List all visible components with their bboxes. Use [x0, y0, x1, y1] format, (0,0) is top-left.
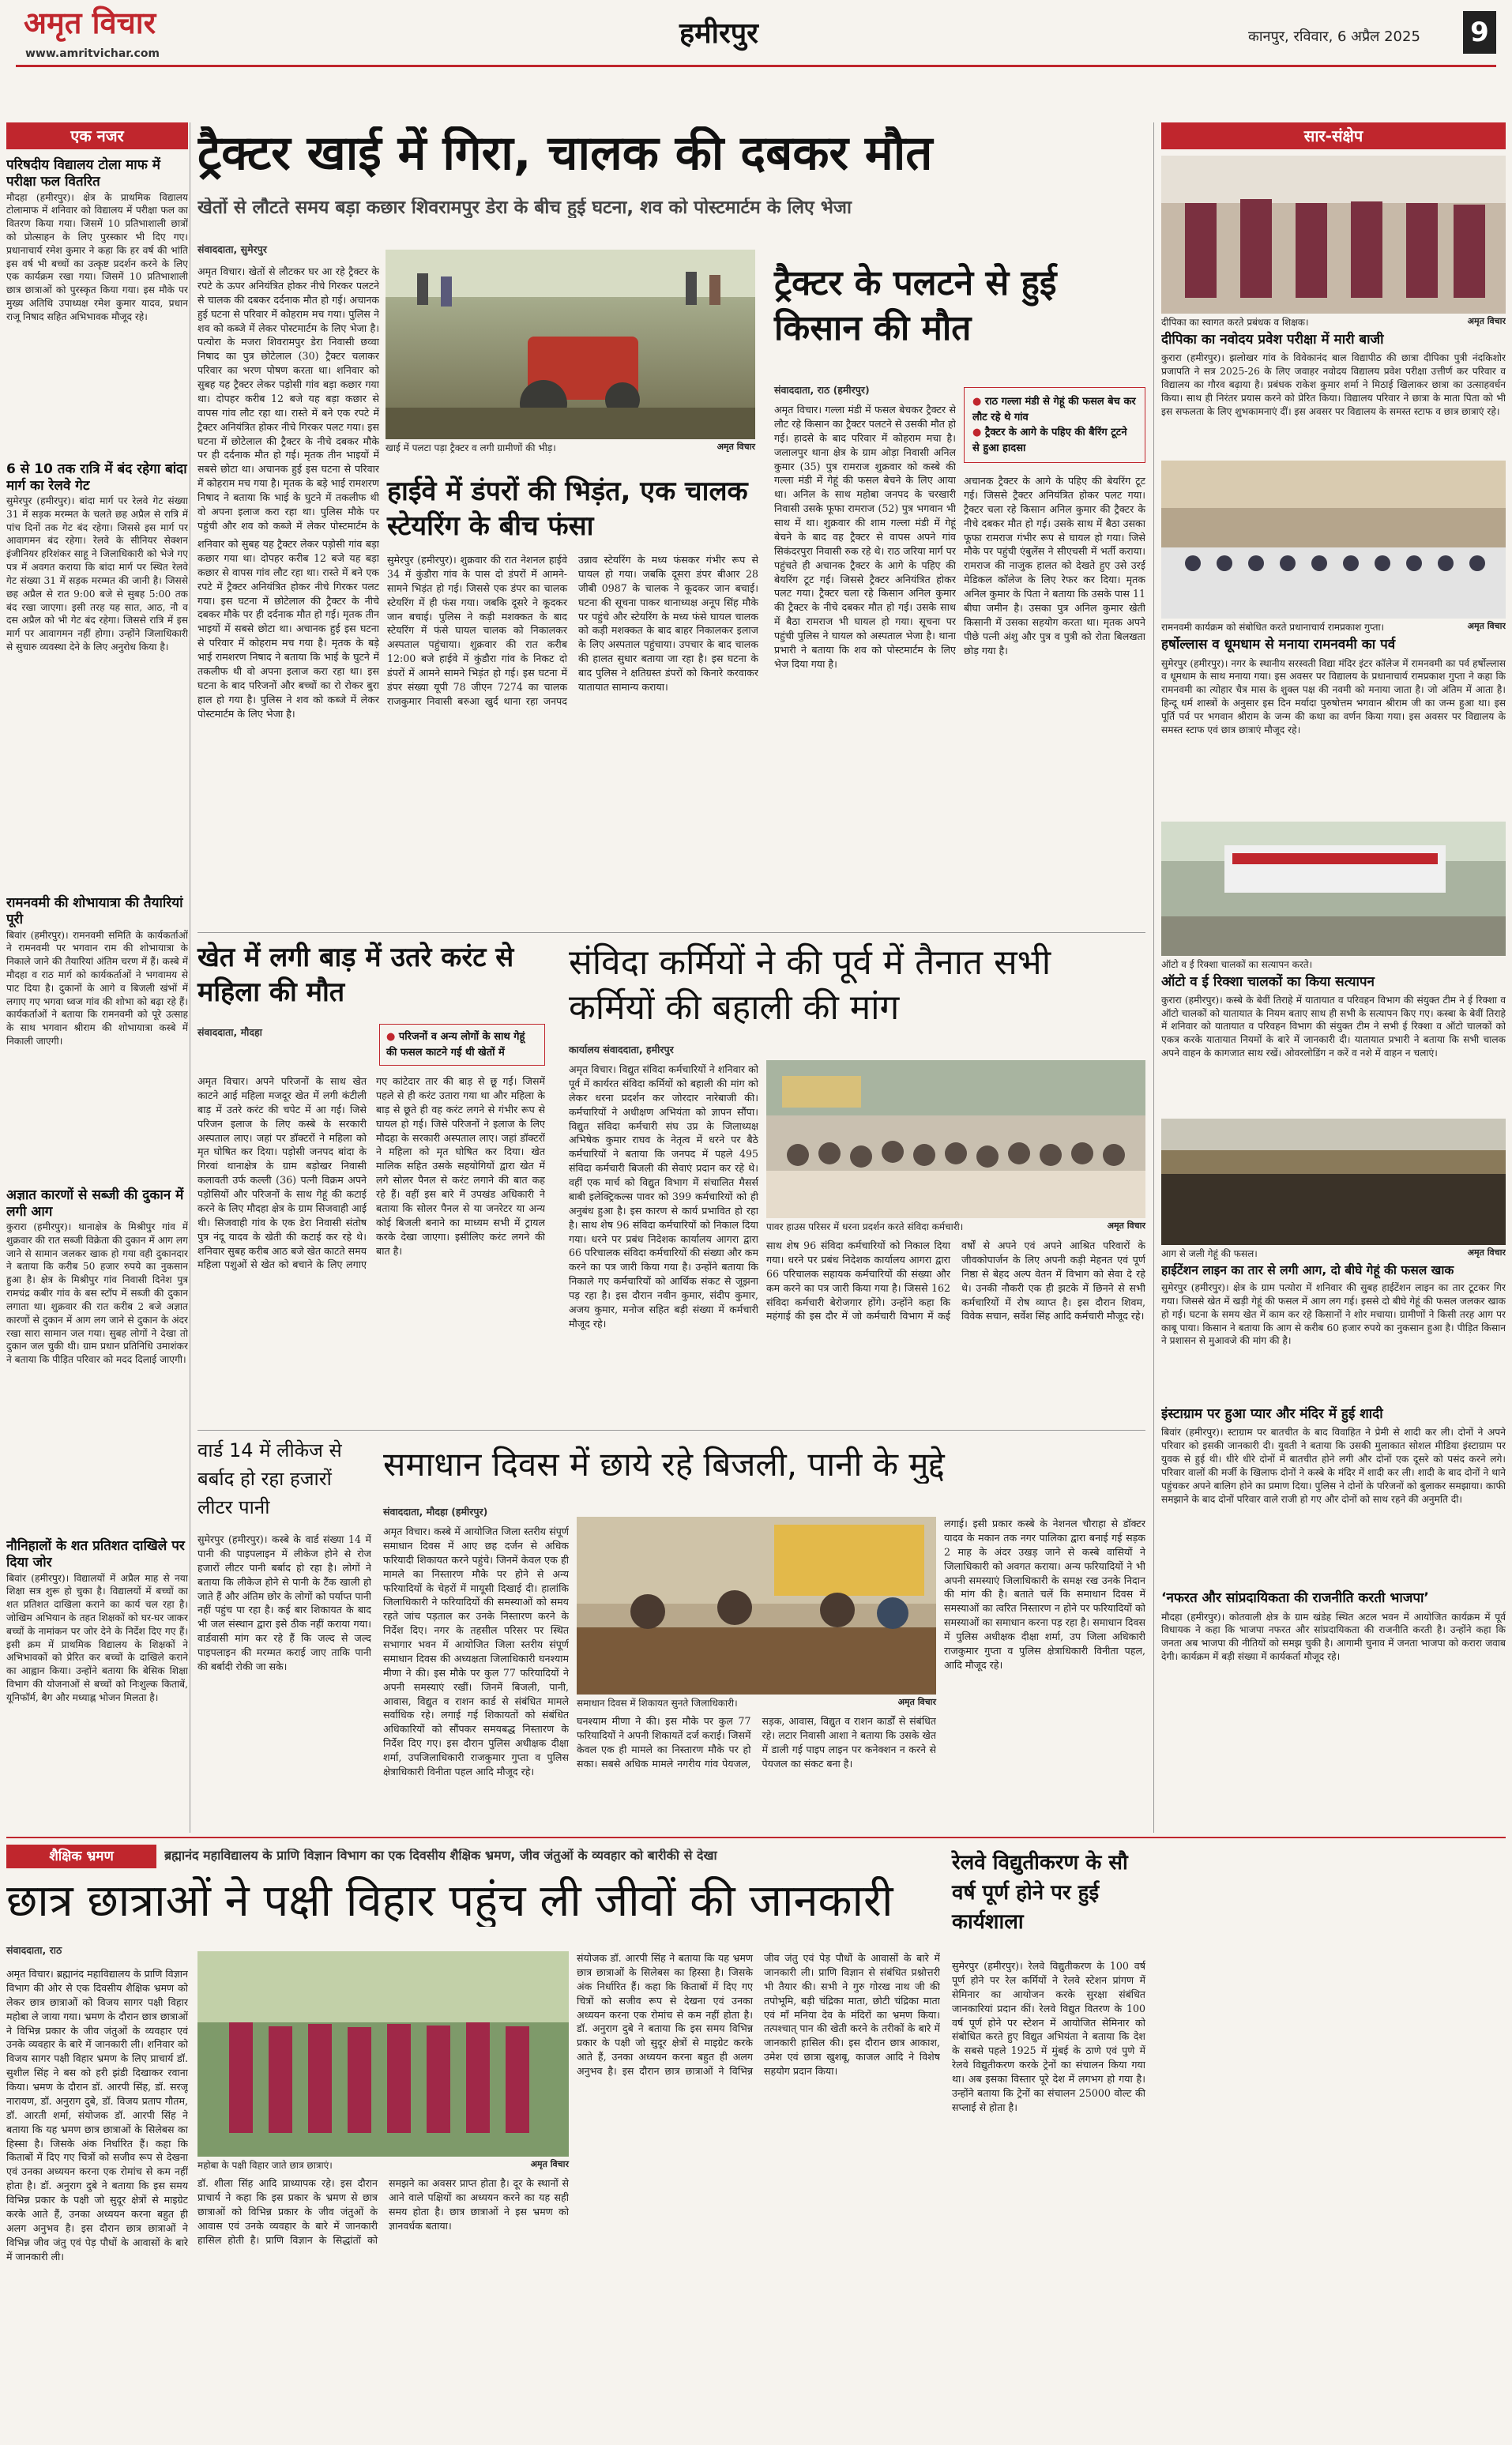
tractor2-byline: संवाददाता, राठ (हमीरपुर) [774, 384, 870, 396]
caption-text: महोबा के पक्षी विहार जाते छात्र छात्राएं। [197, 2160, 333, 2171]
right-photo-4-caption [1161, 1247, 1506, 1260]
edition-name: हमीरपुर [679, 17, 758, 50]
bottom-rule [6, 1837, 1506, 1838]
samadhan-photo-caption [577, 1696, 936, 1710]
samadhan-text-col2: घनश्याम मीणा ने की। इस मौके पर कुल 77 फरियादियों ने अपनी शिकायतें दर्ज कराई। जिसमें केवल एक ही मामले का निस्तारण मौके पर हो सका। सबसे अधिक मामले नगरीय गांव पेयजल, सड़क, आवास, विद्युत व राशन कार्डों से संबंधित रहे। लटार निवासी आशा ने बताया कि उसके खेत में डाली गई पाइप लाइन पर कनेक्शन न करने से पेयजल का संकट बना है। [577, 1715, 936, 1770]
rail-headline: रेलवे विद्युतीकरण के सौ वर्ष पूर्ण होने पर हुई कार्यशाला [952, 1851, 1128, 1935]
right-item-headline: हर्षोल्लास व धूमधाम से मनाया रामनवमी का पर्व [1161, 637, 1396, 653]
samvida-photo-caption [766, 1220, 1145, 1233]
lead-text-col2: शनिवार को सुबह यह ट्रैक्टर लेकर पड़ोसी गांव बड़ा कछार गया था। दोपहर करीब 12 बजे यह बड़ा कछार से वापस गांव लौट रहा था। रास्ते में बने एक रपटे में ट्रैक्टर अनियंत्रित होकर नीचे गिरकर पलट गया। इस घटना में छोटेलाल की ट्रैक्टर के नीचे दबकर मौके पर ही दर्दनाक मौत हो गई। मृतक तीन भाइयों में सबसे छोटा था। अचानक हुई इस घटना से परिवार में कोहराम मच गया है। मृतक के बड़े भाई रामशरण निषाद ने बताया कि भाई के घुटने में तकलीफ थी वो अपना इलाज करा रहा था। इस घटना के बाद परिजनों और बच्चों का रो रोकर बुरा हाल हो गया है। पुलिस ने शव को कब्जे में लेकर पोस्टमार्टम के लिए भेजा है। [197, 538, 379, 720]
bottom-headline: छात्र छात्राओं ने पक्षी विहार पहुंच ली जीवों की जानकारी [6, 1876, 893, 1927]
photo-credit: अमृत विचार [1467, 316, 1506, 326]
left-item-headline: अज्ञात कारणों से सब्जी की दुकान में लगी आग [6, 1187, 184, 1220]
bottom-kicker: ब्रह्मानंद महाविद्यालय के प्राणि विज्ञान विभाग का एक दिवसीय शैक्षिक भ्रमण, जीव जंतुओं के व्यवहार को बारीकी से देखा [164, 1849, 717, 1863]
samadhan-headline: समाधान दिवस में छाये रहे बिजली, पानी के मुद्दे [383, 1446, 945, 1484]
right-item-headline: इंस्टाग्राम पर हुआ प्यार और मंदिर में हुई शादी [1161, 1406, 1383, 1423]
bottom-text-col1: अमृत विचार। ब्रह्मानंद महाविद्यालय के प्राणि विज्ञान विभाग की ओर से एक दिवसीय शैक्षिक भ्रमण को लेकर छात्र छात्राओं को विजय सागर पक्षी विहार महोबा ले जाया गया। भ्रमण के दौरान छात्र छात्राओं ने विभिन्न प्रकार के जीव जंतुओं के व्यवहार एवं उनके व्यवहार के बारे में जानकारी ली। शनिवार को विजय सागर पक्षी विहार भ्रमण के लिए प्राचार्य डॉ. सुशील सिंह ने बस को हरी झंडी दिखाकर रवाना किया। भ्रमण के दौरान डॉ. आरपी सिंह, डॉ. सरजू नारायण, डॉ. अनुराग दुबे, डॉ. विजय प्रताप गौतम, डॉ. आरती शर्मा, संयोजक डॉ. आरपी सिंह ने बताया कि यह भ्रमण छात्र छात्राओं के सिलेबस का हिस्सा है। जिसके अंक निर्धारित हैं। कहा कि किताबों में दिए गए चित्रों को सजीव रूप से देखना एवं उनका अध्ययन करना एक रोमांच से कम नहीं होता है। डॉ. अनुराग दुबे ने बताया कि इस समय विभिन्न प्रकार के पक्षी जो सुदूर क्षेत्रों से माइग्रेट करके आते हैं, उनका अध्ययन करना बहुत ही अलग अनुभव है। इस दौरान छात्र छात्राओं ने विभिन्न जीव जंतु एवं पेड़ पौधों के आवासों के बारे में जानकारी ली। [6, 1968, 188, 2263]
left-item-text: सुमेरपुर (हमीरपुर)। बांदा मार्ग पर रेलवे गेट संख्या 31 में सड़क मरम्मत के चलते छह अप्रैल से रात्रि में पांच दिनों तक गेट बंद रहेगा। जिससे इस मार्ग पर आवागमन बंद रहेगा। रेलवे के सीनियर सेक्शन इंजीनियर हरिशंकर साहू ने जिलाधिकारी को भेजे गए पत्र में अवगत कराया कि बांदा मार्ग पर स्थित रेलवे गेट संख्या 31 में सड़क मरम्मत की जानी है। जिससे छह अप्रैल से रात 9:00 बजे से सुबह 5:00 तक बंद रखा जाएगा। इसी तरह यह सात, आठ, नौ व दस अप्रैल को भी गेट बंद रहेगा। जिससे रात्रि में इस मार्ग पर आवागमन नहीं होगा। उन्होंने जिलाधिकारी से सुचारु व्यवस्था देने के लिए अनुरोध किया है। [6, 495, 188, 653]
left-item [6, 461, 188, 886]
samadhan-text: अमृत विचार। कस्बे में आयोजित जिला स्तरीय संपूर्ण समाधान दिवस में आए छह दर्जन से अधिक फरियादी शिकायत करने पहुंचे। जिनमें केवल एक ही मामले का निस्तारण मौके पर होने से अन्य फरियादियों के चेहरों में मायूसी दिखाई दी। हालांकि जिलाधिकारी ने फरियादियों की समस्याओं को समय रहते जांच पड़ताल कर उनके निस्तारण करने के निर्देश दिए। नगर के तहसील परिसर पर स्थित सभागार भवन में आयोजित जिला स्तरीय संपूर्ण समाधान दिवस की अध्यक्षता जिलाधिकारी घनश्याम मीणा ने की। इस मौके पर कुल 77 फरियादियों ने अपनी समस्याएं रखीं। जिनमें बिजली, पानी, आवास, विद्युत व राशन कार्ड से संबंधित मामले सर्वाधिक रहे। लगाई गई शिकायतों को संबंधित अधिकारियों को सौंपकर समयबद्ध निस्तारण के निर्देश दिए गए। इस दौरान पुलिस अधीक्षक दीक्षा शर्मा, उपजिलाधिकारी राजकुमार गुप्ता व पुलिस क्षेत्राधिकारी विनीता पहल आदि मौजूद रहे। [383, 1525, 569, 1777]
left-item [6, 1187, 188, 1529]
masthead-rule [16, 65, 1496, 67]
ward-text: सुमेरपुर (हमीरपुर)। कस्बे के वार्ड संख्या 14 में पानी की पाइपलाइन में लीकेज होने से रोज हजारों लीटर पानी बर्बाद हो रहा है। लोगों ने बताया कि लीकेज होने से पानी के टैंक खाली हो जाते हैं और अंतिम छोर के लोगों को पर्याप्त पानी नहीं पहुंच पा रहा है। कई बार शिकायत के बाद भी जल संस्थान द्वारा इसे ठीक नहीं कराया गया। वार्डवासी मांग कर रहे हैं कि जल्द से जल्द पाइपलाइन की मरम्मत कराई जाए ताकि पानी की बर्बादी रोकी जा सके। [197, 1533, 371, 1672]
ramnavami-event-image [1161, 461, 1506, 619]
rail-text: सुमेरपुर (हमीरपुर)। रेलवे विद्युतीकरण के 100 वर्ष पूर्ण होने पर रेल कर्मियों ने रेलवे स्टेशन प्रांगण में सेमिनार का आयोजन करके सुरक्षा संबंधित जानकारियां प्रदान कीं। रेलवे विद्युत वितरण के 100 वर्ष पूर्ण होने पर स्टेशन में आयोजित सेमिनार को संबोधित करते हुए विद्युत अभियंता ने बताया कि देश के सबसे पहले 1925 में मुंबई के ठाणे एवं पुणे में रेलवे विद्युतीकरण करके ट्रेनों का संचालन किया गया था। अब इसका विस्तार पूरे देश में लगभग हो गया है। उन्होंने बताया कि ट्रेनों का संचालन 25000 वोल्ट की सप्लाई से होता है। [952, 1960, 1145, 2113]
samvida-text-col2: साथ शेष 96 संविदा कर्मचारियों को निकाल दिया गया। धरने पर प्रबंध निदेशक कार्यालय आगरा द्वारा 66 परिचालक सहायक कर्मचारियों की संख्या और कम करने का पत्र जारी किया गया है। जिससे 162 संविदा कर्मचारी बेरोजगार होंगे। उन्होंने कहा कि महंगाई की इस दौर में जो कर्मचारी विभाग में कई वर्षों से अपने एवं अपने आश्रित परिवारों के जीवकोपार्जन के लिए अपनी कड़ी मेहनत एवं पूर्ण निष्ठा से बेहद अल्प वेतन में विभाग को सेवा दे रहे थे। उनकी नौकरी एक ही झटके में छिनने से सभी कर्मचारियों में रोष व्याप्त है। इस दौरान शिवम, विवेक सचान, सर्वेश सिंह आदि कर्मचारी मौजूद रहे। [766, 1239, 1145, 1322]
bottom-photo [197, 1951, 569, 2157]
right-item-text: बिवांर (हमीरपुर)। स्टाग्राम पर बातचीत के बाद विवाहित ने प्रेमी से शादी कर ली। दोनों ने अपने परिवार को इसकी जानकारी दी। युवती ने बताया कि उसकी मुलाकात सोशल मीडिया इंस्टाग्राम पर युवक से हुई थी। धीरे धीरे दोनों में बातचीत होने लगी और दोनों एक दूसरे को पसंद करने लगे। परिवार वालों की मर्जी के खिलाफ दोनों ने कस्बे के मंदिर में शादी कर ली। शादी के बाद दोनों ने थाने पहुंचकर अपने बालिग होने का प्रमाण दिया। पुलिस ने दोनों के परिजनों को बुलाकर समझाया। काफी समझाने के बाद दोनों परिवार वाले राजी हो गए और दोनों को साथ रहने की अनुमति दी। [1161, 1427, 1506, 1505]
ward-headline: वार्ड 14 में लीकेज से बर्बाद हो रहा हजारों लीटर पानी [197, 1439, 342, 1518]
right-column [1161, 122, 1506, 1833]
caption-text: खाई में पलटा पड़ा ट्रैक्टर व लगी ग्रामीणों की भीड़। [386, 442, 556, 453]
left-item-headline: नौनिहालों के शत प्रतिशत दाखिले पर दिया जोर [6, 1538, 185, 1571]
dateline: कानपुर, रविवार, 6 अप्रैल 2025 [1248, 28, 1420, 45]
caption-text: दीपिका का स्वागत करते प्रबंधक व शिक्षक। [1161, 317, 1309, 328]
left-item-text: बिवांर (हमीरपुर)। विद्यालयों में अप्रैल माह से नया शिक्षा सत्र शुरू हो चुका है। विद्यालयों में बच्चों का शत प्रतिशत दाखिला कराने का कार्य चल रहा है। जोखिम अभियान के तहत शिक्षकों को घर-घर जाकर बच्चों के नामांकन पर जोर देने के निर्देश दिए गए हैं। इसी क्रम में प्राथमिक विद्यालय के शिक्षकों ने अभिभावकों को प्रेरित कर बच्चों के दाखिले कराने का आह्वान किया। उन्होंने बताया कि बेसिक शिक्षा विभाग की योजनाओं से बच्चों को निःशुल्क किताबें, यूनिफॉर्म, बैग और मध्याह्न भोजन मिलता है। [6, 1572, 188, 1703]
left-item [6, 1538, 188, 1833]
samvida-headline: संविदा कर्मियों ने की पूर्व में तैनात सभी कर्मियों की बहाली की मांग [569, 942, 1051, 1029]
tractor2-text-col2: अचानक ट्रैक्टर के आगे के पहिए की बेयरिंग टूट गई। जिससे ट्रैक्टर अनियंत्रित होकर पलट गया। ट्रैक्टर चला रहे किसान अनिल कुमार की ट्रैक्टर के नीचे दबकर मौत हो गई। उसके साथ में बैठा उसका फूफा रामराज गंभीर रूप से घायल हो गया। जिसे मौके पर पहुंची एंबुलेंस ने सीएचसी में भर्ती कराया। रामराज की नाजुक हालत को देखते हुए उसे उरई मेडिकल कॉलेज के लिए रेफर कर दिया। मृतक अनिल कुमार के पिता ने बताया कि उसके पास 11 बीघा जमीन है। उसका पुत्र अनिल कुमार खेती किसानी में उसका सहयोग करता था। मृतक अपने पीछे पत्नी अंशु और पुत्र व पुत्री को रोता बिलखता छोड़ गया है। [964, 475, 1145, 656]
right-item-text: सुमेरपुर (हमीरपुर)। क्षेत्र के ग्राम पत्योरा में शनिवार की सुबह हाईटेंशन लाइन का तार टूटकर गिर गया। जिससे खेत में खड़ी गेहूं की फसल में आग लग गई। इससे दो बीघे गेहूं की फसल जलकर खाक हो गई। घटना के समय खेत में काम कर रहे किसानों ने शोर मचाया। ग्रामीणों ने किसी तरह आग पर काबू पाया। किसान ने बताया कि आग से करीब 60 हजार रुपये का नुकसान हुआ है। पीड़ित किसान ने प्रशासन से मुआवजे की मांग की है। [1161, 1282, 1506, 1347]
samvida-photo [766, 1060, 1145, 1218]
lead-byline: संवाददाता, सुमेरपुर [197, 243, 267, 255]
page-number: 9 [1463, 11, 1496, 54]
burnt-crop-image [1161, 1119, 1506, 1245]
tractor2-headline: ट्रैक्टर के पलटने से हुई किसान की मौत [774, 263, 1057, 349]
field-headline: खेत में लगी बाड़ में उतरे करंट से महिला की मौत [197, 942, 514, 1009]
tractor2-text: अमृत विचार। गल्ला मंडी में फसल बेचकर ट्रैक्टर से लौट रहे किसान का ट्रैक्टर पलटने से उसकी मौत हो गई। हादसे के बाद परिवार में कोहराम मचा है। जलालपुर थाना क्षेत्र के ग्राम ओड़ा निवासी अनिल कुमार (35) पुत्र रामराज शुक्रवार को कस्बे की गल्ला मंडी में गेहूं की फसल बेचने के लिए आया था। अनिल के साथ महोबा जनपद के चरखारी निवासी उसके फूफा रामराज (52) पुत्र भगवान भी साथ में था। शुक्रवार की शाम गल्ला मंडी में गेहूं बेचने के बाद वह ट्रैक्टर से वापस अपने गांव सिकंदरपुरा निवासी रुक रहे थे। राठ जरिया मार्ग पर पहुंचते ही अचानक ट्रैक्टर के आगे के पहिए की बेयरिंग टूट गई। जिससे ट्रैक्टर अनियंत्रित होकर पलट गया। ट्रैक्टर चला रहे किसान अनिल कुमार की ट्रैक्टर के नीचे दबकर मौत हो गई। उसके साथ में बैठा रामराज भी घायल हो गया। सूचना पर पहुंची पुलिस ने घायल को अस्पताल भेजा है। थाना प्रभारी ने बताया कि शव को पोस्टमार्टम के लिए भेज दिया गया है। [774, 404, 956, 670]
lead-text-col1: अमृत विचार। खेतों से लौटकर घर आ रहे ट्रैक्टर के रपटे के ऊपर अनियंत्रित होकर नीचे गिरकर पलटने से चालक की दबकर दर्दनाक मौत हो गई। अचानक हुई घटना से परिवार में कोहराम मच गया। पुलिस ने शव को कब्जे में लेकर पोस्टमार्टम के लिए भेजा है। पत्योरा के मजरा शिवरामपुर डेरा निवासी छव्वा निषाद का पुत्र छोटेलाल (30) ट्रैक्टर चलाकर परिवार का भरण पोषण करता था। शनिवार को सुबह यह ट्रैक्टर लेकर पड़ोसी गांव बड़ा कछार गया था। दोपहर करीब 12 बजे यह बड़ा कछार से वापस गांव लौट रहा था। रास्ते में बने एक रपटे में ट्रैक्टर अनियंत्रित होकर नीचे गिरकर पलट गया। इस घटना में छोटेलाल की ट्रैक्टर के नीचे दबकर मौके पर ही दर्दनाक मौत हो गई। मृतक तीन भाइयों में सबसे छोटा था। अचानक हुई इस घटना से परिवार में कोहराम मच गया है। मृतक के बड़े भाई रामशरण निषाद ने बताया कि भाई के घुटने में तकलीफ थी वो अपना इलाज करा रहा था। पुलिस मौके पर पहुंची और शव को कब्जे में लेकर पोस्टमार्टम के [197, 265, 379, 532]
photo-credit: अमृत विचार [1467, 1247, 1506, 1258]
right-item-text: मौदहा (हमीरपुर)। कोतवाली क्षेत्र के ग्राम खंडेह स्थित अटल भवन में आयोजित कार्यक्रम में पूर्व विधायक ने कहा कि भाजपा नफरत और सांप्रदायिकता की राजनीति करती है। उन्होंने कहा कि जनता अब भाजपा की नीतियों को समझ चुकी है। आगामी चुनाव में जनता भाजपा को करारा जवाब देगी। कार्यक्रम में बड़ी संख्या में कार्यकर्ता मौजूद रहे। [1161, 1611, 1506, 1663]
bottom-text-col3: संयोजक डॉ. आरपी सिंह ने बताया कि यह भ्रमण छात्र छात्राओं के सिलेबस का हिस्सा है। जिसके अंक निर्धारित हैं। कहा कि किताबों में दिए गए चित्रों को सजीव रूप से देखना एवं उनका अध्ययन करना एक रोमांच से कम नहीं होता है। डॉ. अनुराग दुबे ने बताया कि इस समय विभिन्न प्रकार के पक्षी जो सुदूर क्षेत्रों से माइग्रेट करके आते हैं, उनका अध्ययन करना बहुत ही अलग अनुभव है। इस दौरान छात्र छात्राओं ने विभिन्न जीव जंतु एवं पेड़ पौधों के आवासों के बारे में जानकारी ली। प्राणि विज्ञान से संबंधित प्रश्नोत्तरी भी तैयार की। सभी ने गुरु गोरख नाथ जी की तपोभूमि, बड़ी चंद्रिका माता, छोटी चंद्रिका माता एवं माँ मनिया देव के मंदिरों का भ्रमण किया। तत्पश्चात् पान की खेती करने के तरीकों के बारे में जानकारी हासिल की। इस दौरान छात्र आकाश, उमेश एवं छात्रा खुशबू, काजल आदि ने विशेष सहयोग प्रदान किया। [577, 1952, 940, 2077]
highway-headline: हाईवे में डंपरों की भिड़ंत, एक चालक स्टेयरिंग के बीच फंसा [387, 476, 748, 543]
photo-credit: अमृत विचार [717, 442, 755, 452]
right-photo-3 [1161, 822, 1506, 956]
highlight-item: ● परिजनों व अन्य लोगों के साथ गेहूं की फसल काटने गई थी खेतों में [386, 1031, 525, 1059]
samadhan-meeting-image [577, 1517, 936, 1695]
left-section-header: एक नजर [6, 122, 188, 149]
right-section-header: सार-संक्षेप [1161, 122, 1506, 149]
right-photo-3-caption [1161, 957, 1506, 971]
photo-credit: अमृत विचार [1467, 621, 1506, 632]
caption-text: पावर हाउस परिसर में धरना प्रदर्शन करते संविदा कर्मचारी। [766, 1221, 964, 1232]
bottom-photo-caption [197, 2158, 569, 2172]
tractor2-highlights [964, 387, 1145, 463]
bird-sanctuary-trip-image [197, 1951, 569, 2157]
highlight-item: ● राठ गल्ला मंडी से गेहूं की फसल बेच कर लौट रहे थे गांव [972, 396, 1136, 423]
field-byline: संवाददाता, मौदहा [197, 1026, 262, 1038]
samadhan-byline: संवाददाता, मौदहा (हमीरपुर) [383, 1506, 488, 1518]
bottom-text-col2: डॉ. शीला सिंह आदि प्राध्यापक रहे। इस दौरान प्राचार्य ने कहा कि इस प्रकार के भ्रमण से छात्र छात्राओं को विभिन्न प्रकार के जीव जंतुओं के आवास एवं उनके व्यवहार के बारे में जानकारी हासिल होती है। प्राणि विज्ञान के सिद्धांतों को समझने का अवसर प्राप्त होता है। दूर के स्थानों से आने वाले पक्षियों का अध्ययन करने का यह सही समय होता है। छात्र छात्राओं ने इस भ्रमण को ज्ञानवर्धक बताया। [197, 2177, 569, 2246]
left-item-headline: परिषदीय विद्यालय टोला माफ में परीक्षा फल वितरित [6, 157, 160, 190]
photo-credit: अमृत विचार [1107, 1221, 1145, 1231]
right-item-headline: ऑटो व ई रिक्शा चालकों का किया सत्यापन [1161, 973, 1375, 990]
lead-subheadline: खेतों से लौटते समय बड़ा कछार शिवरामपुर डेरा के बीच हुई घटना, शव को पोस्टमार्टम के लिए भेजा [197, 197, 852, 218]
brand-logo: अमृत विचार [24, 6, 156, 40]
tractor-accident-image [386, 250, 755, 439]
right-divider [1153, 122, 1154, 1833]
hrule-1 [197, 932, 1145, 933]
right-item-text: कुरारा (हमीरपुर)। कस्बे के बेवीं तिराहे में यातायात व परिवहन विभाग की संयुक्त टीम ने ई रिक्शा व ऑटो चालकों को यातायात के नियम बताए साथ ही सभी के सत्यापन किए गए। कस्बा के बेवीं तिराहे में शनिवार को यातायात व परिवहन विभाग की संयुक्त टीम ने सभी ई रिक्शा व ऑटो चालकों को एकत्र करके यातायात नियमों के बारे में जानकारी दी। यातायात प्रभारी ने बताया कि सभी चालक अपने वाहन के कागजात साथ रखें। ओवरलोडिंग न करें व नशे में वाहन न चलाएं। [1161, 994, 1506, 1059]
samvida-text: अमृत विचार। विद्युत संविदा कर्मचारियों ने शनिवार को पूर्व में कार्यरत संविदा कर्मियों को बहाली की मांग को लेकर धरना प्रदर्शन कर जोरदार नारेबाजी की। कर्मचारियों ने अधीक्षण अभियंता को ज्ञापन सौंपा। विद्युत संविदा कर्मचारी संघ उप्र के जिलाध्यक्ष अभिषेक कुमार राघव के नेतृत्व में धरने पर बैठे कर्मचारियों ने बताया कि जनपद में पहले 495 संविदा कर्मचारी बिजली की सेवाएं प्रदान कर रहे थे। वहीं एक मार्च को विद्युत विभाग में संचालित मैसर्स बाबी इलेक्ट्रिकल्स पावर को 399 कर्मचारियों को ही अनुबंध हुआ है। इस कारण से कार्य प्रभावित हो रहा है। साथ शेष 96 संविदा कर्मचारियों को निकाल दिया गया। धरने पर प्रबंध निदेशक कार्यालय आगरा द्वारा 66 परिचालक संविदा कर्मचारियों की संख्या और कम करने का पत्र जारी किया गया है। उन्होंने बताया कि निकाले गए कर्मचारियों को आर्थिक संकट से जूझना पड़ रहा है। इस दौरान नवीन कुमार, संदीप कुमार, अजय कुमार, मनोज सहित बड़ी संख्या में कर्मचारी मौजूद रहे। [569, 1063, 758, 1330]
right-item-text: सुमेरपुर (हमीरपुर)। नगर के स्थानीय सरस्वती विद्या मंदिर इंटर कॉलेज में रामनवमी का पर्व हर्षोल्लास व धूमधाम के साथ मनाया गया। इस अवसर पर विद्यालय के प्रधानाचार्य रामप्रकाश गुप्ता ने कहा कि रामनवमी का त्योहार चैत्र मास के शुक्ल पक्ष की नवमी को मनाया जाता है। जो अंतिम में आता है। हिन्दू धर्म शास्त्रों के अनुसार इस दिन मर्यादा पुरुषोत्तम भगवान श्रीराम जी का जन्म हुआ था। इस पूर्ति पर्व पर भगवान श्रीराम के जन्म की कथा का वर्णन किया गया। इस अवसर पर विद्यालय के समस्त स्टाफ एवं छात्र छात्राएं मौजूद रहे। [1161, 657, 1506, 735]
field-text: अमृत विचार। अपने परिजनों के साथ खेत काटने आई महिला मजदूर खेत में लगी कंटीली बाड़ में उतरे करंट की चपेट में आ गई। जिसे परिजन इलाज के लिए कस्बे के सरकारी अस्पताल लाए। जहां पर डॉक्टरों ने महिला को मृत घोषित कर दिया। पड़ोसी जनपद बांदा के गिरवां थानाक्षेत्र के ग्राम बड़ोखर निवासी कलावती उर्फ कल्ली (36) पत्नी विक्रम अपने पड़ोसियों और परिजनों के साथ गेहूं की कटाई करने के लिए मौदहा क्षेत्र के ग्राम सिजवाही आई थी। सिजवाही गांव के एक डेरा निवासी संतोष पुत्र नंदू यादव के खेती की कटाई कर रहे थे। शनिवार सुबह करीब आठ बजे खेत काटते समय महिला पशुओं से खेत को बचाने के लिए लगाए गए कांटेदार तार की बाड़ से छू गई। जिसमें पहले से ही करंट उतारा गया था और महिला के बाड़ से छूते ही वह करंट लगने से गंभीर रूप से घायल हो गई। जिसे परिजनों ने इलाज के लिए मौदहा के सरकारी अस्पताल लाए। जहां डॉक्टरों ने महिला को मृत घोषित कर दिया। खेत मालिक सहित उसके सहयोगियों द्वारा खेत में लगे सोलर पैनल से करंट लगाने की बात कह रहे हैं। वहीं इस बारे में उपखंड अधिकारी ने बताया कि सोलर पैनल से या जनरेटर या अन्य कोई बिजली बनाने का माध्यम सभी में ट्रायल करके देखा जाएगा। इसीलिए करंट लगने की बात है। [197, 1075, 545, 1271]
hrule-2 [197, 1430, 1145, 1431]
lead-headline: ट्रैक्टर खाई में गिरा, चालक की दबकर मौत [197, 126, 933, 181]
samadhan-photo [577, 1517, 936, 1695]
caption-text: रामनवमी कार्यक्रम को संबोधित करते प्रधानाचार्य रामप्रकाश गुप्ता। [1161, 622, 1385, 634]
photo-credit: अमृत विचार [530, 2159, 569, 2169]
left-item-text: मौदहा (हमीरपुर)। क्षेत्र के प्राथमिक विद्यालय टोलामाफ में शनिवार को विद्यालय में परीक्षा फल का वितरण किया गया। जिसमें 10 प्रतिभाशाली छात्रों को प्रोत्साहन के लिए पुरस्कार भी दिए गए। प्रधानाचार्य रमेश कुमार ने कहा कि हर वर्ष की भांति इस वर्ष भी बच्चों का उत्कृष्ट प्रदर्शन करने के लिए एक कार्यक्रम रखा गया। जिसमें 10 प्रतिभाशाली छात्र छात्राओं को पुरस्कृत किया गया। इस मौके पर मुख्य अतिथि उपाध्यक्ष रमेश कुमार यादव, प्रधान राजू निषाद सहित अभिभावक मौजूद रहे। [6, 191, 188, 322]
right-photo-1 [1161, 156, 1506, 314]
right-photo-2-caption [1161, 620, 1506, 634]
caption-text: आग से जली गेहूं की फसल। [1161, 1247, 1258, 1259]
left-item-text: कुरारा (हमीरपुर)। थानाक्षेत्र के मिश्रीपुर गांव में शुक्रवार की रात सब्जी विक्रेता की दुकान में आग लग जाने से सामान जलकर खाक हो गया वही दुकानदार ने बताया कि करीब 50 हजार रुपये का नुकसान हुआ है। क्षेत्र के मिश्रीपुर गांव निवासी दिनेश पुत्र रामचंद्र कबीर गांव के बस स्टॉप में सब्जी की दुकान लगाता था। शुक्रवार की रात करीब 2 बजे अज्ञात कारणों से दुकान में आग लग जाने से दुकान के अंदर रखा सारा सामान जल गया। सुबह लोगों ने देखा तो दुकान जल चुकी थी। ग्राम प्रधान प्रतिनिधि उमाशंकर ने बताया कि पीड़ित परिवार को मदद दिलाई जाएगी। [6, 1221, 188, 1366]
right-item-text: कुरारा (हमीरपुर)। झलोखर गांव के विवेकानंद बाल विद्यापीठ की छात्रा दीपिका पुत्री नंदकिशोर प्रजापति ने सत्र 2025-26 के लिए जवाहर नवोदय विद्यालय प्रवेश परीक्षा उत्तीर्ण कर परिवार व विद्यालय का गौरव बढ़ाया है। प्रबंधक राकेश कुमार शर्मा ने मिठाई खिलाकर छात्रा का उत्साहवर्धन किया। साथ ही निरंतर प्रयास करने को प्रेरित किया। विद्यालय परिवार ने छात्रा के माता पिता को भी इस सफलता के लिए शुभकामनाएं दीं। इस अवसर पर विद्यालय के समस्त स्टाफ व छात्र छात्राएं रहे। [1161, 352, 1506, 417]
right-photo-2 [1161, 461, 1506, 619]
field-highlight [379, 1024, 545, 1066]
left-item-headline: रामनवमी की शोभायात्रा की तैयारियां पूरी [6, 895, 183, 928]
lead-photo-caption [386, 441, 755, 454]
samvida-byline: कार्यालय संवाददाता, हमीरपुर [569, 1044, 674, 1055]
bottom-tag: शैक्षिक भ्रमण [6, 1845, 156, 1868]
left-item [6, 895, 188, 1178]
caption-text: ऑटो व ई रिक्शा चालकों का सत्यापन करते। [1161, 958, 1313, 970]
right-photo-1-caption [1161, 315, 1506, 329]
lead-photo [386, 250, 755, 439]
masthead [0, 0, 1512, 70]
left-column [6, 122, 188, 1833]
site-url: www.amritvichar.com [25, 47, 160, 60]
highway-text: सुमेरपुर (हमीरपुर)। शुक्रवार की रात नेशनल हाईवे 34 में कुंडौरा गांव के पास दो डंपरों में आमने-सामने भिड़ंत हो गई। जिससे एक डंपर का चालक स्टेयरिंग में ही फंस गया। जबकि दूसरे ने कूदकर जान बचाई। पुलिस ने कड़ी मशक्कत के बाद स्टेयरिंग में फंसे घायल चालक को निकालकर अस्पताल पहुंचाया। शुक्रवार की रात करीब 12:00 बजे हाईवे में कुंडौरा गांव के निकट दो डंपरों में आमने सामने भिड़ंत हो गई। इस घटना में डंपर संख्या यूपी 78 जीएन 7274 का चालक राजकुमार निवासी बरुआ खुर्द थाना रहा जनपद उन्नाव स्टेयरिंग के मध्य फंसकर गंभीर रूप से घायल हो गया। जबकि दूसरा डंपर बीआर 28 जीबी 0987 के चालक ने कूदकर जान बचाई। घटना की सूचना पाकर थानाध्यक्ष अनूप सिंह मौके पर पहुंचे और स्टेयरिंग के मध्य फंसे घायल चालक को कड़ी मशक्कत के बाद बाहर निकालकर इलाज के लिए अस्पताल पहुंचाया। उपचार के बाद चालक की हालत सुधार बताया जा रहा है। इस घटना के बाद पुलिस ने क्षतिग्रस्त डंपरों को किनारे करवाकर यातायात सामान्य कराया। [387, 554, 758, 707]
samadhan-text-col3: लगाई। इसी प्रकार कस्बे के नेशनल चौराहा से डॉक्टर यादव के मकान तक नगर पालिका द्वारा बनाई गई सड़क 2 माह के अंदर उखड़ जाने से कस्बे वासियों ने जिलाधिकारी को अवगत कराया। अन्य फरियादियों ने भी अपनी समस्याएं जिलाधिकारी के समक्ष रख उनके निदान की मांग की है। बताते चलें कि समाधान दिवस में समस्याओं का त्वरित निस्तारण न होने पर फरियादियों को समस्याओं का समाधान करना पड़ रहा है। समाधान दिवस में पुलिस अधीक्षक दीक्षा शर्मा, उप जिला अधिकारी राजकुमार गुप्ता व पुलिस क्षेत्राधिकारी विनीता पहल, आदि मौजूद रहे। [944, 1518, 1145, 1671]
photo-credit: अमृत विचार [897, 1697, 936, 1707]
right-item-headline: हाईटेंशन लाइन का तार से लगी आग, दो बीघे गेहूं की फसल खाक [1161, 1262, 1454, 1277]
left-item-text: बिवांर (हमीरपुर)। रामनवमी समिति के कार्यकर्ताओं ने रामनवमी पर भगवान राम की शोभायात्रा के निकाले जाने की तैयारियां अंतिम चरण में हैं। कस्बे में मौदहा व राठ मार्ग को कार्यकर्ताओं ने भगवामय से पाट दिया है। दुकानों के आगे व बिजली खंभों में लगाए गए भगवा ध्वज गांव की शोभा को बढ़ा रहे हैं। कार्यकर्ताओं ने बताया कि रामनवमी को पूरे उत्साह के साथ भगवान श्रीराम की शोभायात्रा कस्बे में निकाली जाएगी। [6, 929, 188, 1048]
student-felicitation-image [1161, 156, 1506, 314]
auto-rickshaw-verification-image [1161, 822, 1506, 956]
caption-text: समाधान दिवस में शिकायत सुनते जिलाधिकारी। [577, 1698, 738, 1709]
bottom-byline: संवाददाता, राठ [6, 1944, 62, 1956]
protest-image [766, 1060, 1145, 1218]
left-item-headline: 6 से 10 तक रात्रि में बंद रहेगा बांदा मार्ग का रेलवे गेट [6, 461, 187, 494]
right-photo-4 [1161, 1119, 1506, 1245]
highlight-item: ● ट्रैक्टर के आगे के पहिए की बैरिंग टूटने से हुआ हादसा [972, 427, 1127, 454]
left-item [6, 157, 188, 452]
right-item-headline: दीपिका का नवोदय प्रवेश परीक्षा में मारी बाजी [1161, 332, 1384, 348]
right-item-headline: ‘नफरत और सांप्रदायिकता की राजनीति करती भाजपा’ [1161, 1590, 1429, 1607]
